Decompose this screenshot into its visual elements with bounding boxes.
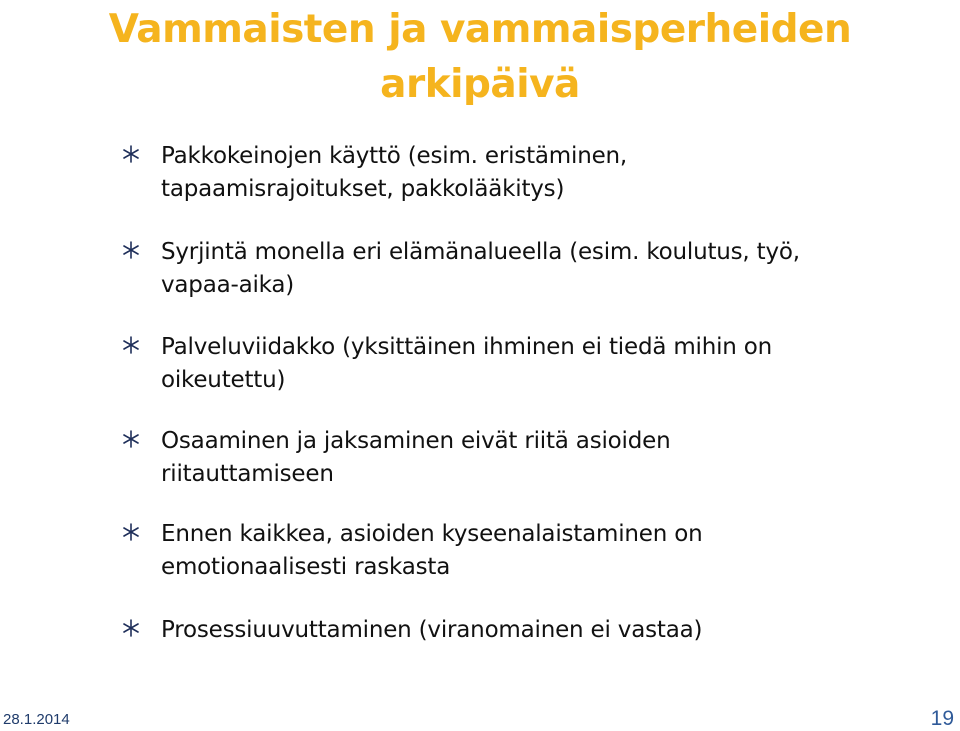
asterisk-icon [120,428,142,450]
bullet-text-line-2: oikeutettu) [161,367,286,393]
bullet-text-line-1: Ennen kaikkea, asioiden kyseenalaistaminen on [161,521,703,547]
bullet-text [161,614,861,647]
bullet-text-line-1: Pakkokeinojen käyttö (esim. eristäminen, [161,143,628,169]
bullet-text-line-1: Prosessiuuvuttaminen (viranomainen ei vastaa) [161,617,703,643]
bullet-text [161,518,861,584]
bullet-text-line-2: riitauttamiseen [161,461,334,487]
asterisk-icon [120,617,142,639]
slide-title-line-2: arkipäivä [380,62,580,107]
bullet-text-line-2: vapaa-aika) [161,272,295,298]
page-number: 19 [930,707,954,730]
bullet-text-line-2: tapaamisrajoitukset, pakkolääkitys) [161,176,565,202]
bullet-text-line-2: emotionaalisesti raskasta [161,554,451,580]
bullet-text [161,425,861,491]
asterisk-icon [120,521,142,543]
bullet-text-line-1: Syrjintä monella eri elämänalueella (esim. koulutus, työ, [161,239,800,265]
bullet-text [161,236,861,302]
slide-title-line-1: Vammaisten ja vammaisperheiden [108,7,852,52]
bullet-text-line-1: Osaaminen ja jaksaminen eivät riitä asioiden [161,428,671,454]
asterisk-icon [120,334,142,356]
bullet-text [161,331,861,397]
footer-date: 28.1.2014 [3,711,70,728]
bullet-text [161,140,861,206]
asterisk-icon [120,143,142,165]
bullet-text-line-1: Palveluviidakko (yksittäinen ihminen ei tiedä mihin on [161,334,773,360]
asterisk-icon [120,239,142,261]
slide-title [0,2,960,112]
